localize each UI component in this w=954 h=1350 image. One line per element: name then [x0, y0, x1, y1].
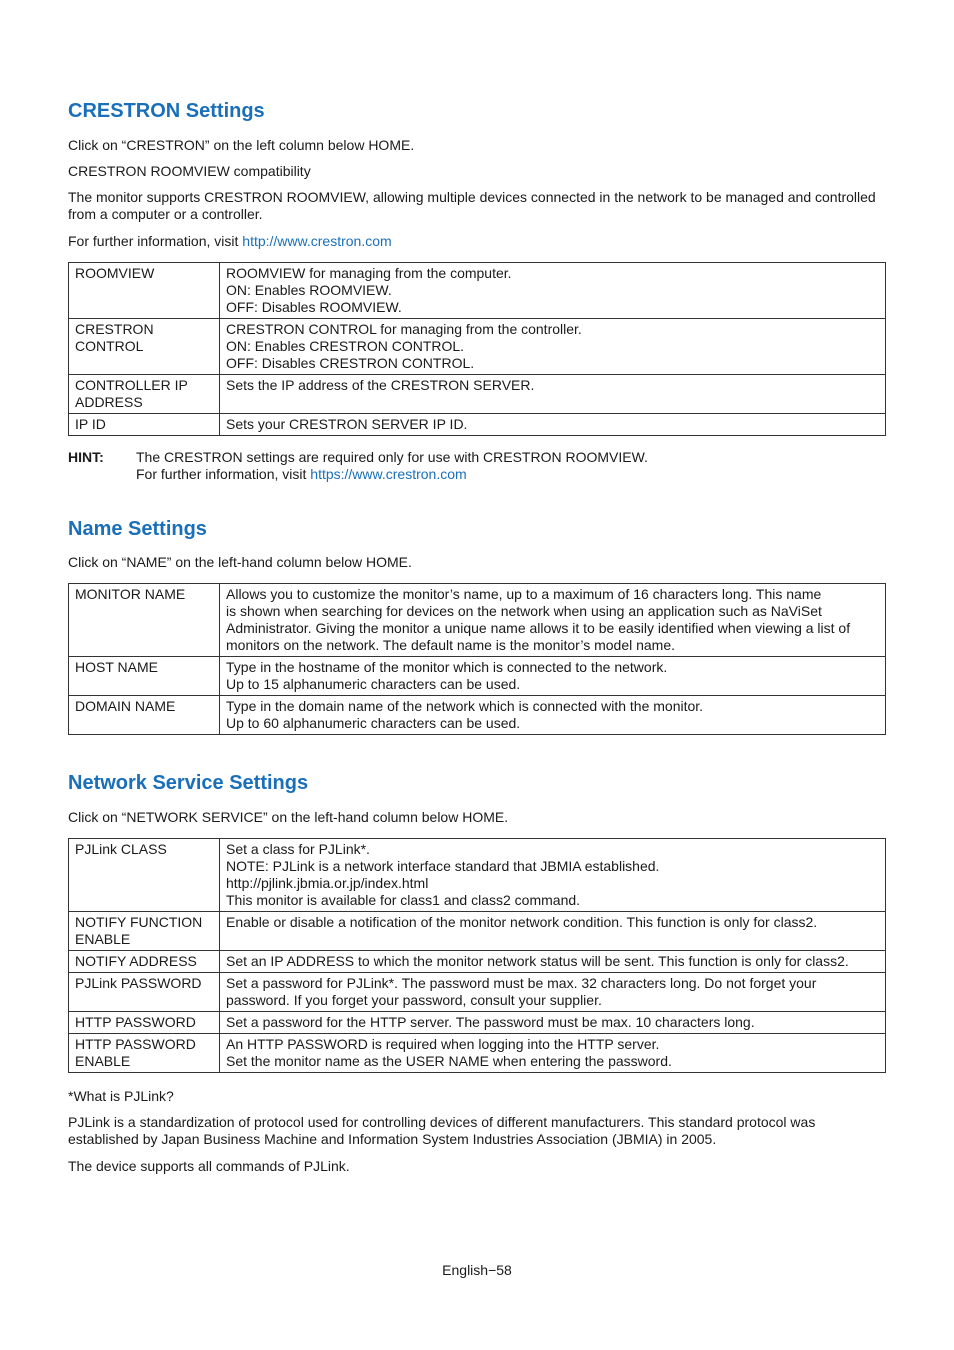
crestron-description-line: ON: Enables CRESTRON CONTROL. — [226, 338, 465, 354]
network-description-line: Set a class for PJLink*. — [226, 841, 370, 857]
name-setting-description — [220, 584, 886, 657]
name-description-line: Up to 15 alphanumeric characters can be used. — [226, 676, 521, 692]
crestron-description-line: ROOMVIEW for managing from the computer. — [226, 265, 512, 281]
hint-line-1: The CRESTRON settings are required only for use with CRESTRON ROOMVIEW. — [136, 449, 648, 465]
network-setting-name: NOTIFY ADDRESS — [69, 951, 220, 973]
network-intro: Click on “NETWORK SERVICE” on the left-hand column below HOME. — [68, 809, 509, 825]
name-description-line: monitors on the network. The default name is the monitor’s model name. — [226, 637, 676, 653]
name-setting-description — [220, 657, 886, 696]
network-table-row — [69, 951, 886, 973]
name-table — [68, 583, 886, 735]
name-setting-description — [220, 696, 886, 735]
crestron-table-row — [69, 414, 886, 436]
crestron-table-row — [69, 319, 886, 375]
network-setting-name: NOTIFY FUNCTION ENABLE — [69, 912, 220, 951]
crestron-description-line: ON: Enables ROOMVIEW. — [226, 282, 392, 298]
name-setting-name: MONITOR NAME — [69, 584, 220, 657]
crestron-setting-description — [220, 319, 886, 375]
name-description-line: is shown when searching for devices on the network when using an application such as NaViSet — [226, 603, 822, 619]
network-table-row — [69, 1034, 886, 1073]
crestron-heading: CRESTRON Settings — [68, 100, 265, 122]
name-table-body — [69, 584, 886, 735]
network-description-line: This monitor is available for class1 and class2 command. — [226, 892, 581, 908]
crestron-further-prefix: For further information, visit — [68, 233, 243, 249]
crestron-description-line: Sets the IP address of the CRESTRON SERVER. — [226, 377, 535, 393]
crestron-description-line: OFF: Disables ROOMVIEW. — [226, 299, 402, 315]
network-heading: Network Service Settings — [68, 772, 309, 794]
crestron-setting-description — [220, 375, 886, 414]
page-footer: English−58 — [442, 1262, 512, 1278]
crestron-setting-name: ROOMVIEW — [69, 263, 220, 319]
crestron-compat: CRESTRON ROOMVIEW compatibility — [68, 163, 311, 179]
crestron-setting-name: CRESTRON CONTROL — [69, 319, 220, 375]
crestron-setting-description — [220, 414, 886, 436]
crestron-table-body — [69, 263, 886, 436]
network-description-line: Set a password for the HTTP server. The password must be max. 10 characters long. — [226, 1014, 755, 1030]
network-description-line: Set a password for PJLink*. The password must be max. 32 characters long. Do not forget your — [226, 975, 817, 991]
hint-label: HINT: — [68, 449, 104, 465]
network-table-row — [69, 1012, 886, 1034]
name-intro: Click on “NAME” on the left-hand column below HOME. — [68, 554, 412, 570]
network-description-line: Enable or disable a notification of the monitor network condition. This function is only for class2. — [226, 914, 818, 930]
network-description-line: An HTTP PASSWORD is required when logging into the HTTP server. — [226, 1036, 660, 1052]
hint-line-2-prefix: For further information, visit — [136, 466, 311, 482]
network-table-row — [69, 973, 886, 1012]
crestron-setting-name: IP ID — [69, 414, 220, 436]
network-table-body — [69, 839, 886, 1073]
pjlink-note-body: PJLink is a standardization of protocol used for controlling devices of different manufacturers. This standard protocol was established by Japan Business Machine and Information System Industries Association (JBMIA) in 2005. — [68, 1114, 816, 1147]
name-description-line: Administrator. Giving the monitor a unique name allows it to be easily identified when viewing a list of — [226, 620, 851, 636]
network-description-line: http://pjlink.jbmia.or.jp/index.html — [226, 875, 429, 891]
network-description-line: password. If you forget your password, consult your supplier. — [226, 992, 602, 1008]
name-table-row — [69, 696, 886, 735]
network-setting-name: PJLink PASSWORD — [69, 973, 220, 1012]
network-setting-description — [220, 912, 886, 951]
network-setting-description — [220, 1012, 886, 1034]
crestron-description-line: Sets your CRESTRON SERVER IP ID. — [226, 416, 468, 432]
name-setting-name: HOST NAME — [69, 657, 220, 696]
network-description-line: NOTE: PJLink is a network interface standard that JBMIA established. — [226, 858, 660, 874]
name-description-line: Type in the domain name of the network which is connected with the monitor. — [226, 698, 704, 714]
name-description-line: Up to 60 alphanumeric characters can be used. — [226, 715, 521, 731]
crestron-table-row — [69, 263, 886, 319]
crestron-setting-name: CONTROLLER IP ADDRESS — [69, 375, 220, 414]
name-table-row — [69, 584, 886, 657]
crestron-link[interactable]: http://www.crestron.com — [242, 233, 392, 249]
network-setting-description — [220, 951, 886, 973]
crestron-setting-description — [220, 263, 886, 319]
crestron-table — [68, 262, 886, 436]
pjlink-note-title: *What is PJLink? — [68, 1088, 174, 1104]
name-description-line: Type in the hostname of the monitor which is connected to the network. — [226, 659, 668, 675]
name-description-line: Allows you to customize the monitor’s name, up to a maximum of 16 characters long. This name — [226, 586, 822, 602]
network-setting-description — [220, 839, 886, 912]
network-setting-name: HTTP PASSWORD ENABLE — [69, 1034, 220, 1073]
hint-link[interactable]: https://www.crestron.com — [310, 466, 467, 482]
network-table-row — [69, 912, 886, 951]
pjlink-note-support: The device supports all commands of PJLink. — [68, 1158, 350, 1174]
network-setting-description — [220, 1034, 886, 1073]
network-description-line: Set the monitor name as the USER NAME when entering the password. — [226, 1053, 672, 1069]
crestron-description: The monitor supports CRESTRON ROOMVIEW, allowing multiple devices connected in the network to be managed and controlled from a computer or a controller. — [68, 189, 876, 222]
hint-text — [136, 449, 886, 483]
network-table — [68, 838, 886, 1073]
crestron-further-info — [68, 233, 886, 250]
name-table-row — [69, 657, 886, 696]
network-setting-name: PJLink CLASS — [69, 839, 220, 912]
network-description-line: Set an IP ADDRESS to which the monitor network status will be sent. This function is only for class2. — [226, 953, 849, 969]
name-heading: Name Settings — [68, 518, 207, 540]
network-setting-name: HTTP PASSWORD — [69, 1012, 220, 1034]
crestron-description-line: CRESTRON CONTROL for managing from the controller. — [226, 321, 582, 337]
network-setting-description — [220, 973, 886, 1012]
name-setting-name: DOMAIN NAME — [69, 696, 220, 735]
crestron-table-row — [69, 375, 886, 414]
network-table-row — [69, 839, 886, 912]
crestron-description-line: OFF: Disables CRESTRON CONTROL. — [226, 355, 475, 371]
crestron-intro: Click on “CRESTRON” on the left column below HOME. — [68, 137, 415, 153]
hint-line-2 — [136, 466, 886, 483]
